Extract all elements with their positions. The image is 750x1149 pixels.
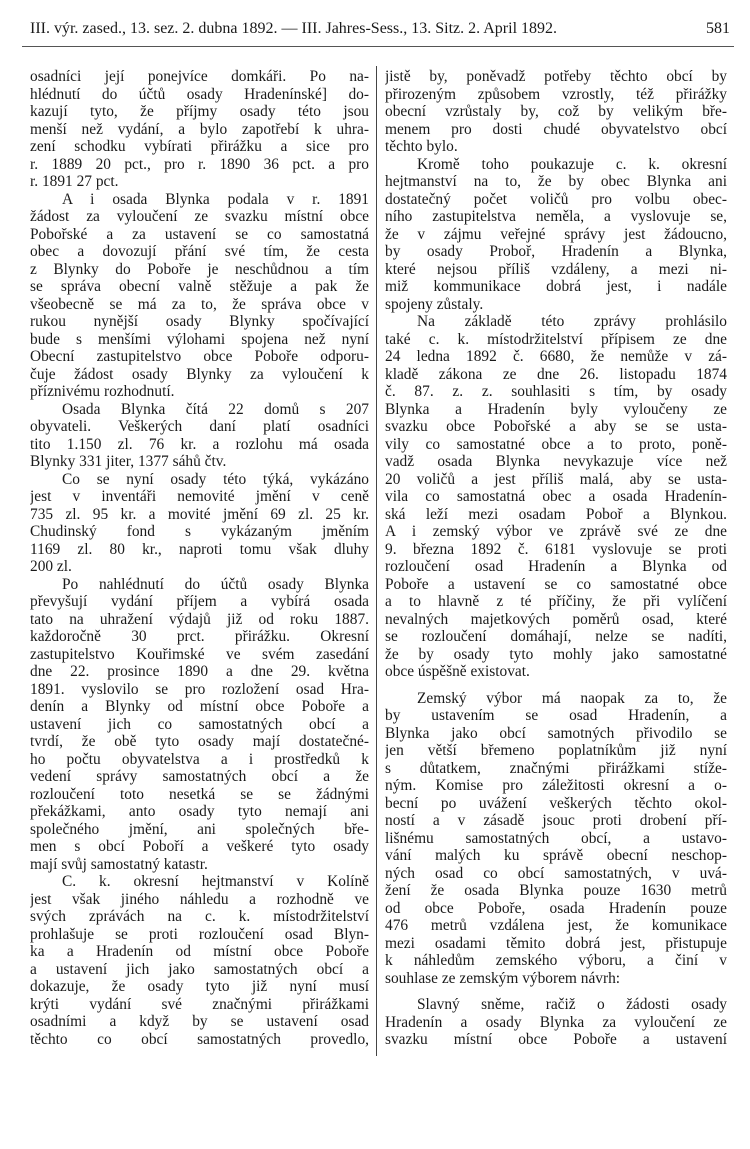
text-line: jest však jiného náhledu a rozhodně ve (30, 890, 369, 908)
text-line: se rozloučení domáhají, nelze se nadíti, (385, 628, 727, 645)
text-line: A i zemský výbor ve zprávě své ze dne (385, 523, 727, 540)
text-line: 200 zl. (30, 558, 72, 575)
text-line: mezi osadami těmito dobrá jest, přistupuje (385, 934, 727, 952)
text-line: denín a Blynky od místní obce Poboře a (30, 698, 369, 715)
text-line: od obce Poboře, osada Hradenín pouze (385, 899, 727, 917)
text-line: 1169 zl. 80 kr., naproti tomu však dluhy (30, 540, 369, 558)
text-line: Poboře a ustavení se co samostatné obce (385, 575, 727, 593)
text-line: Blynka a Hradenín byly vyloučeny ze (385, 400, 727, 418)
text-line: že by osady tyto mohly jako samostatné (385, 645, 727, 663)
text-line: Chudinský fond s vykázaným jměním (30, 523, 369, 540)
text-line: kladě zákona ze dne 26. listopadu 1874 (385, 365, 727, 383)
text-line: zení schodku vybírati přirážku a sice pro (30, 138, 369, 155)
text-line: 735 zl. 95 kr. a movité jmění 69 zl. 25 kr. (30, 505, 369, 523)
text-line: obce úspěšně existovat. (385, 663, 530, 680)
text-line: Osada Blynka čítá 22 domů s 207 (62, 400, 369, 418)
text-line: 24 ledna 1892 č. 6680, že nemůže v zá- (385, 348, 727, 365)
text-line: z Blynky do Poboře je neschůdnou a tím (30, 260, 369, 278)
text-line: spojeny zůstaly. (385, 295, 484, 313)
text-line: se správa obecní valně stěžuje a pak že (30, 278, 369, 295)
text-line: vily co samostatné obce a to proto, poně- (385, 435, 727, 453)
text-line: tato na uhražení výdajů již od roku 1887. (30, 610, 369, 628)
text-line: hlédnutí do účtů osady Hradenínské] do- (30, 85, 369, 103)
text-line: prohlašuje se proti rozloučení osad Blyn- (30, 925, 369, 943)
text-line: a to hlavně z té příčiny, že při vylíčení (385, 593, 727, 610)
header-title: III. výr. zased., 13. sez. 2. dubna 1892. — III. Jahres-Sess., 13. Sitz. 2. April 1892. (30, 20, 558, 37)
text-line: by osady Proboř, Hradenín a Blynka, (385, 243, 727, 260)
text-line: svých zprávách na c. k. místodržitelství (30, 908, 369, 925)
page-number: 581 (706, 20, 730, 37)
text-line: těchto co obcí samostatných provedlo, (30, 1030, 369, 1048)
text-line: ným. Komise pro záležitosti okresní a o- (385, 777, 727, 794)
paragraph (30, 401, 369, 471)
text-line: čuje žádost osady Blynky za vyloučení k (30, 365, 369, 383)
text-line: 1891. vyslovilo se pro rozložení osad Hra- (30, 680, 369, 698)
text-line: ka a Hradenín od místní obce Poboře (30, 943, 369, 960)
text-line: r. 1889 20 pct., pro r. 1890 36 pct. a pro (30, 155, 369, 173)
text-line: jen větší břemeno poplatníkům již nyní (385, 742, 727, 759)
column-divider (376, 66, 377, 1056)
paragraph (30, 873, 369, 1048)
text-line: nevalných majetkových poměrů osad, které (385, 610, 727, 628)
header-rule (22, 46, 734, 47)
text-line: men s obcí Poboří a veškeré tyto osady (30, 838, 369, 855)
text-line: menší než vydání, a bylo zapotřebí k uhra- (30, 120, 369, 138)
text-line: ností a v zásadě jsouc proti drobení pří- (385, 812, 727, 829)
text-line: menem pro dosti chudé obyvatelstvo obcí (385, 120, 727, 138)
text-line: také c. k. místodržitelství přípisem ze dne (385, 330, 727, 348)
text-line: Slavný sněme, račiž o žádosti osady (417, 996, 727, 1013)
text-line: Pobořské a za ustavení se co samostatná (30, 225, 369, 243)
text-line: příznivému rozhodnutí. (30, 383, 175, 400)
text-line: svazku místní obce Poboře a ustavení (385, 1031, 727, 1048)
text-line: těchto bylo. (385, 138, 458, 155)
text-line: každoročně 30 prct. přirážku. Okresní (30, 628, 369, 645)
text-line: které nejsou příliš vzdáleny, a mezi ni- (385, 260, 727, 278)
text-line: jest v inventáři nemovité jmění v ceně (30, 488, 369, 505)
text-line: 20 voličů a jest příliš malá, aby se usta- (385, 470, 727, 488)
text-line: překážkami, anto osady tyto nemají ani (30, 803, 369, 820)
text-line: dne 22. prosince 1890 a dne 29. května (30, 663, 369, 680)
text-line: společného jmění, ani společných bře- (30, 820, 369, 838)
text-line: Blynky 331 jiter, 1377 sáhů čtv. (30, 453, 227, 470)
text-line: miž kommunikace dobrá jest, i nadále (385, 278, 727, 295)
paragraph (30, 68, 369, 191)
text-line: ho počtu obyvatelstva a i prostředků k (30, 750, 369, 768)
text-line: 476 metrů vzdálena jest, že komunikace (385, 917, 727, 934)
text-line: Na základě této zprávy prohlásilo (417, 313, 727, 330)
right-column (385, 68, 727, 1049)
text-line: Kromě toho poukazuje c. k. okresní (417, 155, 727, 173)
text-line: obecní vzrůstaly by, což by velikým bře- (385, 103, 727, 120)
text-line: dokazuje, že osady tyto již nyní musí (30, 978, 369, 995)
text-line: obec a dovozují přání své tím, že cesta (30, 243, 369, 260)
text-line: Zemský výbor má naopak za to, že (417, 689, 727, 707)
text-line: jistě by, poněvadž potřeby těchto obcí by (385, 68, 727, 85)
text-line: 9. března 1892 č. 6181 vyslovuje se proti (385, 540, 727, 558)
text-line: Co se nyní osady této týká, vykázáno (62, 470, 369, 488)
paragraph (385, 68, 727, 156)
text-line: vadž osada Blynka nevykazuje více než (385, 453, 727, 470)
text-line: C. k. okresní hejtmanství v Kolíně (62, 873, 369, 890)
text-line: Po nahlédnutí do účtů osady Blynka (62, 575, 369, 593)
text-line: bude s menšími výlohami spojena než nyní (30, 330, 369, 348)
text-line: a ustavení jich jako samostatných obcí a (30, 960, 369, 978)
text-line: Hradenín a osady Blynka za vyloučení ze (385, 1013, 727, 1031)
paragraph (385, 313, 727, 681)
text-line: č. 87. z. z. souhlasiti s tím, by osady (385, 383, 727, 400)
text-line: becní po uvážení veškerých těchto okol- (385, 794, 727, 812)
text-line: tito 1.150 zl. 76 kr. a rozlohu má osada (30, 435, 369, 453)
text-line: vila co samostatná obec a osada Hradenín- (385, 488, 727, 505)
running-header (30, 20, 730, 42)
text-line: Blynka jako obcí samotných přivodilo se (385, 724, 727, 742)
paragraph (30, 471, 369, 576)
text-line: převyšují vydání příjem a vybírá osada (30, 593, 369, 610)
text-line: přirozeným způsobem vzrostly, též přirážky (385, 85, 727, 103)
text-line: zastupitelstvo Kouřimské ve svém zasedání (30, 645, 369, 663)
text-line: kazují tyto, že příjmy osady této jsou (30, 103, 369, 120)
left-column (30, 68, 369, 1048)
text-line: že v zájmu veřejné správy jest žádoucno, (385, 225, 727, 243)
text-line: obyvateli. Veškerých daní platí osadníci (30, 418, 369, 435)
text-line: s důtatkem, značnými přirážkami stíže- (385, 759, 727, 777)
text-line: Obecní zastupitelstvo obce Poboře odporu- (30, 348, 369, 365)
paragraph (30, 576, 369, 874)
text-line: mají svůj samostatný katastr. (30, 855, 208, 873)
text-line: r. 1891 27 pct. (30, 173, 119, 190)
text-line: rozloučení osad Hradenín a Blynka od (385, 558, 727, 575)
text-line: ního zastupitelstva neměla, a vyslovuje se, (385, 208, 727, 225)
text-line: vání malých ku správě obecní neschop- (385, 847, 727, 864)
paragraph (385, 690, 727, 988)
text-line: ustavení jich co samostatných obcí a (30, 715, 369, 733)
text-line: osadníci její ponejvíce domkáři. Po na- (30, 68, 369, 85)
text-line: žení že osada Blynka pouze 1630 metrů (385, 882, 727, 899)
text-line: dostatečný počet voličů pro volbu obec- (385, 190, 727, 208)
text-line: osadními a když by se ustavení osad (30, 1013, 369, 1030)
text-line: ných osad co obcí samostatných, v uvá- (385, 864, 727, 882)
text-line: by ustavením se osad Hradenín, a (385, 707, 727, 724)
text-line: všeobecně se má za to, že správa obce v (30, 295, 369, 313)
paragraph (30, 191, 369, 401)
text-line: vedení správy samostatných obcí a že (30, 768, 369, 785)
text-line: tvrdí, že obě tyto osady mají dostatečné- (30, 733, 369, 750)
text-line: ská leží mezi osadam Poboř a Blynkou. (385, 505, 727, 523)
text-line: rukou nynější osady Blynky spočívající (30, 313, 369, 330)
text-line: rozloučení toto nesetká se se žádnými (30, 785, 369, 803)
paragraph (385, 996, 727, 1049)
text-line: hejtmanství na to, že by obec Blynka ani (385, 173, 727, 190)
text-line: svazku obce Pobořské a aby se se usta- (385, 418, 727, 435)
text-line: souhlase ze zemským výborem návrh: (385, 969, 621, 987)
paragraph (385, 156, 727, 314)
text-line: k náhledům zemského výboru, a činí v (385, 952, 727, 969)
text-line: lišnému samostatných obcí, a ustavo- (385, 829, 727, 847)
text-line: krýti vydání své značnými přirážkami (30, 995, 369, 1013)
text-line: žádost za vyloučení ze svazku místní obce (30, 208, 369, 225)
text-line: A i osada Blynka podala v r. 1891 (62, 190, 369, 208)
